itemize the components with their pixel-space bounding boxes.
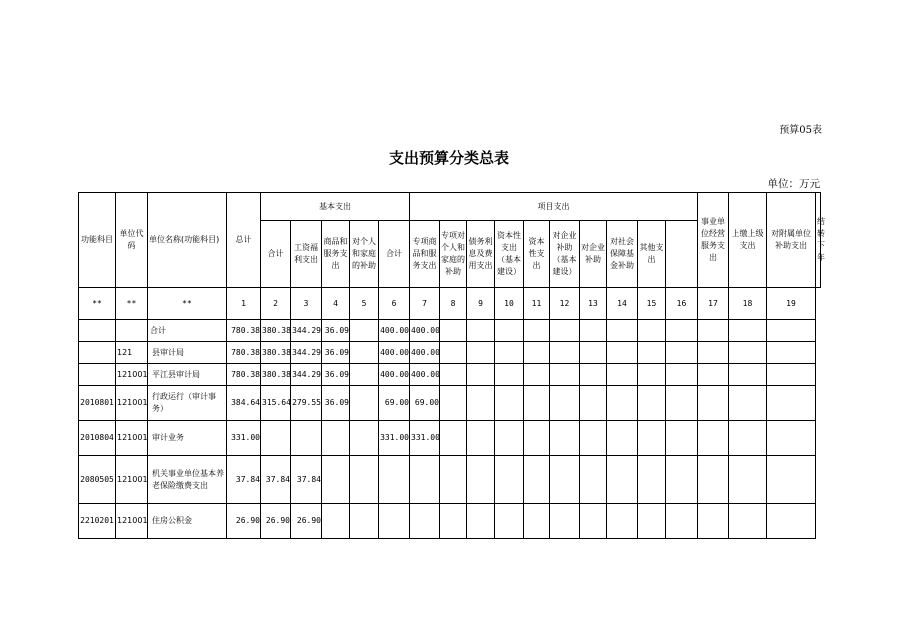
cell-special-goods: 331.00 [410, 421, 440, 456]
empty-cell [729, 421, 767, 456]
cell-personal [350, 421, 379, 456]
table-row [79, 342, 821, 364]
empty-cell [495, 320, 524, 342]
cell-basic-sum: 380.38 [261, 342, 291, 364]
empty-cell [495, 342, 524, 364]
cell-project-sum [379, 504, 410, 539]
empty-cell [698, 504, 729, 539]
empty-cell [467, 320, 495, 342]
cell-personal [350, 342, 379, 364]
cell-basic-sum: 380.38 [261, 320, 291, 342]
cell-personal [350, 364, 379, 386]
index-cell: 4 [322, 288, 350, 320]
empty-cell [440, 364, 467, 386]
header-capital-build: 资本性支出（基本建设） [495, 221, 524, 288]
empty-cell [524, 342, 550, 364]
cell-wages: 344.29 [291, 364, 322, 386]
empty-cell [550, 421, 580, 456]
empty-cell [729, 364, 767, 386]
empty-cell [524, 456, 550, 504]
empty-cell [607, 386, 638, 421]
table-row [79, 364, 821, 386]
header-total: 总计 [227, 193, 261, 288]
unit-label: 单位：万元 [767, 178, 820, 190]
header-ent: 对企业补助 [580, 221, 607, 288]
cell-personal [350, 320, 379, 342]
index-cell: 5 [350, 288, 379, 320]
empty-cell [638, 364, 666, 386]
cell-project-sum [379, 456, 410, 504]
cell-goods: 36.09 [322, 320, 350, 342]
header-other: 其他支出 [638, 221, 666, 288]
empty-cell [440, 342, 467, 364]
empty-cell [607, 320, 638, 342]
index-cell: 19 [767, 288, 816, 320]
cell-unit-name: 机关事业单位基本养老保险缴费支出 [148, 456, 227, 504]
cell-special-goods: 69.00 [410, 386, 440, 421]
empty-cell [729, 320, 767, 342]
empty-cell [467, 456, 495, 504]
index-cell: 1 [227, 288, 261, 320]
cell-wages: 344.29 [291, 320, 322, 342]
empty-cell [550, 320, 580, 342]
cell-special-goods [410, 456, 440, 504]
header-business: 事业单位经营服务支出 [698, 193, 729, 288]
empty-cell [495, 364, 524, 386]
cell-total: 384.64 [227, 386, 261, 421]
empty-cell [698, 386, 729, 421]
index-cell: ** [116, 288, 148, 320]
cell-unit-code: 121001 [116, 421, 148, 456]
cell-unit-code: 121001 [116, 504, 148, 539]
cell-basic-sum: 37.84 [261, 456, 291, 504]
empty-cell [698, 320, 729, 342]
empty-cell [467, 364, 495, 386]
cell-func-code [79, 342, 116, 364]
empty-cell [440, 320, 467, 342]
empty-cell [495, 504, 524, 539]
header-subsidiary: 对附属单位补助支出 [767, 193, 816, 288]
empty-cell [467, 342, 495, 364]
empty-cell [607, 421, 638, 456]
cell-total: 780.38 [227, 364, 261, 386]
form-number: 预算05表 [779, 125, 822, 136]
empty-cell [524, 504, 550, 539]
cell-basic-sum: 26.90 [261, 504, 291, 539]
index-cell: 6 [379, 288, 410, 320]
budget-table [78, 192, 825, 539]
empty-cell [580, 386, 607, 421]
index-cell: 15 [638, 288, 666, 320]
empty-cell [666, 456, 698, 504]
index-cell: 8 [440, 288, 467, 320]
cell-total: 26.90 [227, 504, 261, 539]
index-cell: 9 [467, 288, 495, 320]
cell-wages [291, 421, 322, 456]
empty-cell [440, 504, 467, 539]
empty-cell [580, 456, 607, 504]
cell-unit-code: 121001 [116, 456, 148, 504]
cell-goods [322, 421, 350, 456]
empty-cell [550, 386, 580, 421]
header-basic-sum: 合计 [261, 221, 291, 288]
empty-cell [767, 421, 816, 456]
cell-unit-name: 平江县审计局 [148, 364, 227, 386]
empty-cell [698, 421, 729, 456]
cell-personal [350, 504, 379, 539]
cell-special-goods: 400.00 [410, 320, 440, 342]
empty-cell [580, 421, 607, 456]
cell-total: 780.38 [227, 320, 261, 342]
cell-project-sum: 400.00 [379, 364, 410, 386]
empty-cell [729, 504, 767, 539]
empty-cell [607, 364, 638, 386]
cell-func-code: 2080505 [79, 456, 116, 504]
empty-cell [550, 504, 580, 539]
table-body [79, 320, 821, 539]
empty-cell [638, 456, 666, 504]
empty-cell [495, 456, 524, 504]
header-goods: 商品和服务支出 [322, 221, 350, 288]
header-unit-name: 单位名称(功能科目) [148, 193, 227, 288]
cell-unit-name: 合计 [148, 320, 227, 342]
empty-cell [666, 386, 698, 421]
header-debt: 债务利息及费用支出 [467, 221, 495, 288]
empty-cell [638, 320, 666, 342]
cell-basic-sum: 380.38 [261, 364, 291, 386]
index-cell: 17 [698, 288, 729, 320]
cell-goods [322, 456, 350, 504]
header-special-goods: 专项商品和服务支出 [410, 221, 440, 288]
cell-unit-name: 审计业务 [148, 421, 227, 456]
empty-cell [767, 456, 816, 504]
empty-cell [666, 504, 698, 539]
cell-wages: 37.84 [291, 456, 322, 504]
header-func-code: 功能科目 [79, 193, 116, 288]
cell-total: 331.00 [227, 421, 261, 456]
empty-cell [580, 342, 607, 364]
empty-cell [495, 421, 524, 456]
cell-special-goods: 400.00 [410, 364, 440, 386]
header-capital: 资本性支出 [524, 221, 550, 288]
index-cell: 14 [607, 288, 638, 320]
cell-personal [350, 386, 379, 421]
cell-func-code: 2010804 [79, 421, 116, 456]
cell-goods: 36.09 [322, 386, 350, 421]
cell-func-code [79, 320, 116, 342]
index-cell: 2 [261, 288, 291, 320]
empty-cell [767, 386, 816, 421]
index-row [79, 288, 821, 320]
cell-wages: 344.29 [291, 342, 322, 364]
empty-cell [580, 320, 607, 342]
header-social: 对社会保障基金补助 [607, 221, 638, 288]
table-row [79, 421, 821, 456]
empty-cell [666, 364, 698, 386]
empty-cell [666, 342, 698, 364]
cell-basic-sum [261, 421, 291, 456]
cell-project-sum: 331.00 [379, 421, 410, 456]
empty-cell [580, 364, 607, 386]
empty-cell [729, 456, 767, 504]
cell-project-sum: 69.00 [379, 386, 410, 421]
cell-unit-code: 121 [116, 342, 148, 364]
empty-cell [467, 504, 495, 539]
empty-cell [550, 364, 580, 386]
header-ent-build: 对企业补助（基本建设） [550, 221, 580, 288]
empty-cell [698, 364, 729, 386]
empty-cell [767, 320, 816, 342]
empty-cell [467, 421, 495, 456]
cell-special-goods: 400.00 [410, 342, 440, 364]
cell-basic-sum: 315.64 [261, 386, 291, 421]
cell-func-code [79, 364, 116, 386]
empty-cell [729, 386, 767, 421]
cell-special-goods [410, 504, 440, 539]
empty-cell [666, 320, 698, 342]
empty-cell [698, 456, 729, 504]
cell-unit-name: 行政运行（审计事务） [148, 386, 227, 421]
cell-func-code: 2210201 [79, 504, 116, 539]
empty-cell [550, 342, 580, 364]
empty-cell [638, 504, 666, 539]
empty-cell [767, 504, 816, 539]
cell-goods: 36.09 [322, 342, 350, 364]
empty-cell [467, 386, 495, 421]
empty-cell [767, 342, 816, 364]
cell-unit-code: 121001 [116, 386, 148, 421]
index-cell: 3 [291, 288, 322, 320]
empty-cell [729, 342, 767, 364]
cell-personal [350, 456, 379, 504]
empty-cell [607, 504, 638, 539]
empty-cell [607, 342, 638, 364]
header-wages: 工资福利支出 [291, 221, 322, 288]
page-title: 支出预算分类总表 [388, 149, 509, 167]
index-cell: 11 [524, 288, 550, 320]
index-cell: 18 [729, 288, 767, 320]
empty-cell [580, 504, 607, 539]
index-cell: ** [79, 288, 116, 320]
index-cell: 10 [495, 288, 524, 320]
empty-cell [767, 364, 816, 386]
table-row [79, 320, 821, 342]
cell-wages: 279.55 [291, 386, 322, 421]
header-project-sum: 合计 [379, 221, 410, 288]
header-higher: 上缴上级支出 [729, 193, 767, 288]
empty-cell [524, 421, 550, 456]
empty-cell [440, 421, 467, 456]
empty-cell [607, 456, 638, 504]
empty-cell [666, 421, 698, 456]
empty-cell [698, 342, 729, 364]
empty-cell [440, 386, 467, 421]
empty-cell [638, 386, 666, 421]
empty-cell [440, 456, 467, 504]
empty-cell [524, 386, 550, 421]
cell-total: 780.38 [227, 342, 261, 364]
header-proj-personal: 专项对个人和家庭的补助 [440, 221, 467, 288]
empty-cell [524, 320, 550, 342]
index-cell: 13 [580, 288, 607, 320]
cell-unit-code [116, 320, 148, 342]
header-unit-code: 单位代码 [116, 193, 148, 288]
cell-goods: 36.09 [322, 364, 350, 386]
cell-project-sum: 400.00 [379, 342, 410, 364]
header-project: 项目支出 [410, 193, 698, 221]
cell-unit-name: 住房公积金 [148, 504, 227, 539]
table-row [79, 504, 821, 539]
table-row [79, 386, 821, 421]
empty-cell [638, 342, 666, 364]
empty-cell [638, 421, 666, 456]
cell-project-sum: 400.00 [379, 320, 410, 342]
cell-unit-code: 121001 [116, 364, 148, 386]
index-cell: 16 [666, 288, 698, 320]
cell-goods [322, 504, 350, 539]
cell-total: 37.84 [227, 456, 261, 504]
index-cell: 12 [550, 288, 580, 320]
empty-cell [495, 386, 524, 421]
header-carryover: 结转下年 [816, 193, 821, 288]
cell-unit-name: 县审计局 [148, 342, 227, 364]
header-personal: 对个人和家庭的补助 [350, 221, 379, 288]
empty-cell [550, 456, 580, 504]
cell-func-code: 2010801 [79, 386, 116, 421]
index-cell: 7 [410, 288, 440, 320]
header-basic: 基本支出 [261, 193, 410, 221]
index-cell: ** [148, 288, 227, 320]
empty-cell [524, 364, 550, 386]
table-row [79, 456, 821, 504]
cell-wages: 26.90 [291, 504, 322, 539]
